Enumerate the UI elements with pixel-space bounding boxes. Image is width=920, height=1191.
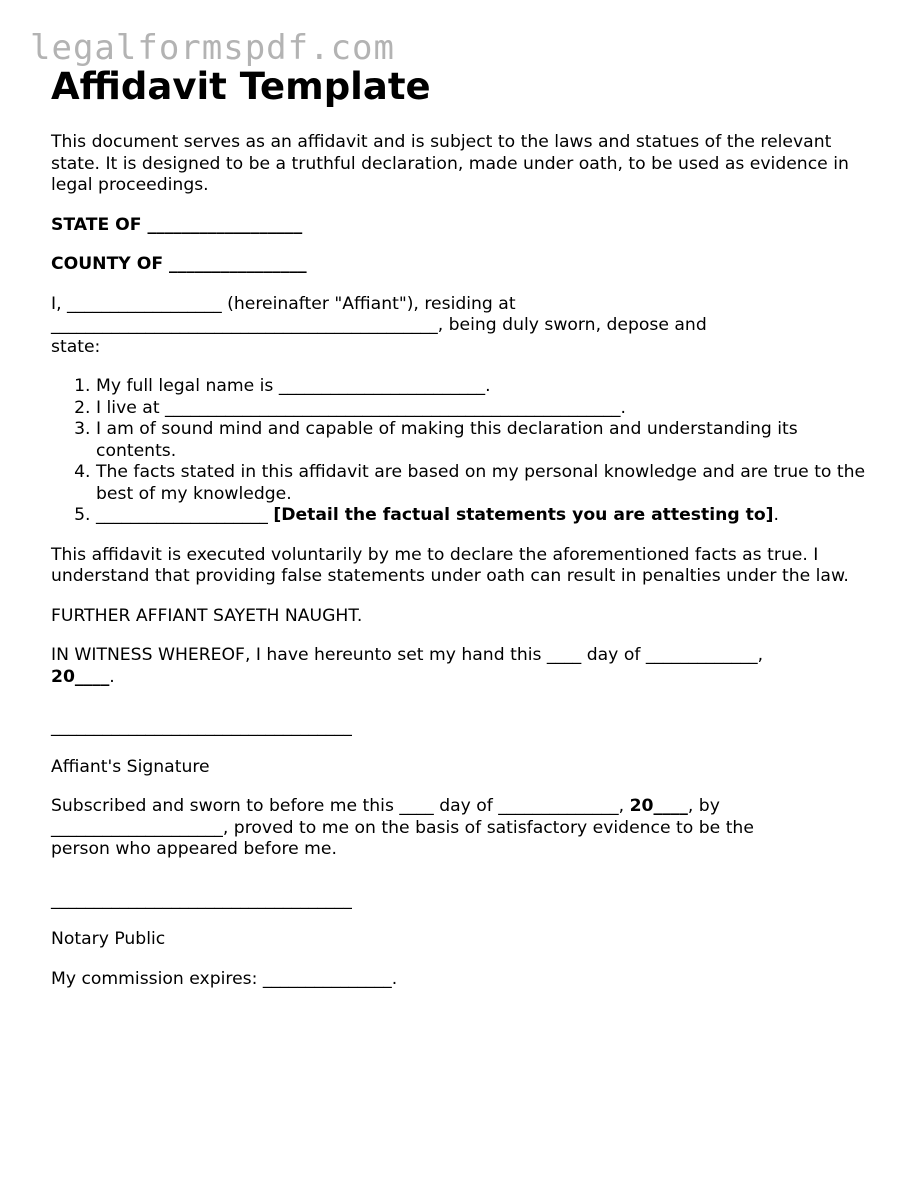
statements-list bbox=[51, 376, 873, 527]
intro-paragraph: This document serves as an affidavit and is subject to the laws and statues of the relevant state. It is designed to be a truthful declaration, made under oath, to be used as evidence in legal proceedings. bbox=[51, 132, 849, 195]
subscribed-by: , by bbox=[687, 796, 720, 816]
statement-end: . bbox=[773, 505, 779, 525]
witness-paragraph bbox=[51, 645, 873, 688]
affiant-intro-line-2: _____________________________________________, being duly sworn, depose and bbox=[51, 315, 707, 335]
notary-signature-line: ___________________________________ bbox=[51, 889, 352, 910]
affiant-signature-line: ___________________________________ bbox=[51, 717, 352, 737]
commission-line: My commission expires: _______________. bbox=[51, 968, 398, 989]
witness-end: . bbox=[109, 666, 115, 687]
list-item: 1. My full legal name is ________________________. bbox=[96, 376, 873, 398]
county-line: COUNTY OF ________________ bbox=[51, 254, 307, 274]
statement-blank: ____________________ bbox=[96, 505, 268, 525]
document-body bbox=[51, 62, 873, 990]
subscribed-person: person who appeared before me. bbox=[51, 839, 337, 859]
witness-year: 20____ bbox=[51, 666, 110, 687]
statement-instruction: [Detail the factual statements you are attesting to] bbox=[273, 505, 774, 525]
voluntary-paragraph: This affidavit is executed voluntarily by me to declare the aforementioned facts as true. I understand that providing false statements under oath can result in penalties under the law. bbox=[51, 544, 849, 586]
affiant-signature-label: Affiant's Signature bbox=[51, 756, 210, 777]
watermark: legalformspdf.com bbox=[30, 28, 395, 68]
affiant-intro-line-3: state: bbox=[51, 336, 101, 357]
subscribed-proof: ____________________, proved to me on the basis of satisfactory evidence to be the bbox=[51, 817, 754, 838]
list-item: 4. The facts stated in this affidavit are based on my personal knowledge and are true to the best of my knowledge. bbox=[96, 462, 873, 505]
page-title: Affidavit Template bbox=[51, 65, 431, 108]
subscribed-text: Subscribed and sworn to before me this ____ day of ______________, bbox=[51, 796, 625, 816]
notary-label: Notary Public bbox=[51, 929, 166, 949]
list-item: 3. I am of sound mind and capable of making this declaration and understanding its contents. bbox=[96, 419, 873, 462]
state-line: STATE OF __________________ bbox=[51, 214, 303, 235]
subscribed-paragraph bbox=[51, 796, 873, 861]
affiant-intro-paragraph bbox=[51, 294, 873, 359]
subscribed-year: 20____ bbox=[629, 796, 688, 816]
witness-text: IN WITNESS WHEREOF, I have hereunto set my hand this ____ day of _____________, bbox=[51, 645, 764, 665]
affiant-intro-line-1: I, __________________ (hereinafter "Affiant"), residing at bbox=[51, 293, 516, 314]
list-item bbox=[96, 505, 873, 527]
further-affiant-line: FURTHER AFFIANT SAYETH NAUGHT. bbox=[51, 605, 363, 626]
list-item: 2. I live at _____________________________________________________. bbox=[96, 398, 873, 420]
